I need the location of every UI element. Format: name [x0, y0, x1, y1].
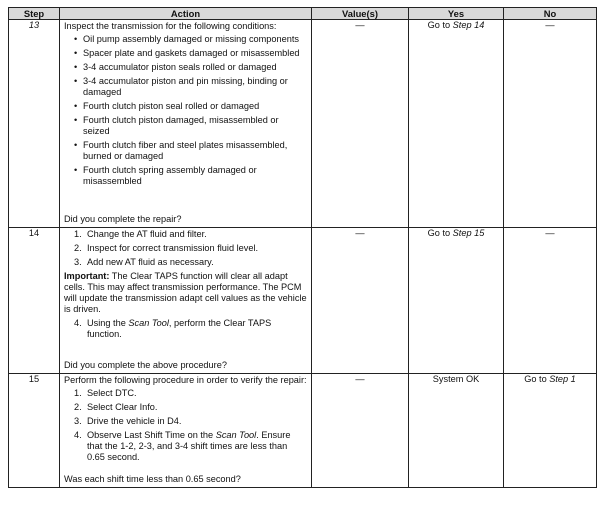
item-number: 3.	[74, 257, 82, 267]
item-text-post: , perform the Clear TAPS function.	[87, 318, 272, 339]
header-no: No	[504, 8, 597, 20]
list-item	[74, 416, 307, 427]
table-row	[9, 228, 597, 374]
important-label: Important:	[64, 271, 110, 281]
action-question: Did you complete the above procedure?	[64, 360, 227, 370]
yes-cell	[409, 228, 504, 374]
list-item	[74, 229, 307, 240]
procedure-list	[64, 229, 307, 268]
action-question: Was each shift time less than 0.65 second?	[64, 474, 241, 484]
header-action: Action	[60, 8, 312, 20]
item-text: Drive the vehicle in D4.	[87, 416, 182, 426]
step-link[interactable]: Step 1	[549, 374, 576, 384]
no-cell: —	[504, 228, 597, 374]
no-cell	[504, 374, 597, 488]
item-number: 2.	[74, 402, 82, 412]
no-cell: —	[504, 20, 597, 228]
yes-cell: System OK	[409, 374, 504, 488]
procedure-list	[64, 318, 307, 340]
list-item: • Oil pump assembly damaged or missing components	[74, 34, 307, 45]
yes-cell	[409, 20, 504, 228]
diagnostic-table	[8, 7, 597, 488]
list-item	[74, 430, 307, 463]
no-prefix: Go to	[524, 374, 550, 384]
item-text-pre: Observe Last Shift Time on the	[87, 430, 216, 440]
important-note	[64, 271, 307, 315]
header-step: Step	[9, 8, 60, 20]
action-cell	[60, 374, 312, 488]
list-item	[74, 388, 307, 399]
step-number: 15	[9, 374, 60, 488]
item-number: 1.	[74, 388, 82, 398]
step-link[interactable]: Step 14	[452, 20, 485, 30]
procedure-list	[64, 388, 307, 463]
yes-prefix: Go to	[427, 228, 453, 238]
list-item: • Fourth clutch spring assembly damaged or misassembled	[74, 165, 307, 187]
step-number: 13	[9, 20, 60, 228]
action-intro: Perform the following procedure in order to verify the repair:	[64, 375, 307, 385]
condition-list	[64, 34, 307, 187]
value-cell: —	[312, 374, 409, 488]
list-item: • 3-4 accumulator piston seals rolled or damaged	[74, 62, 307, 73]
yes-prefix: Go to	[427, 20, 453, 30]
table-row	[9, 374, 597, 488]
item-text-pre: Using the	[87, 318, 129, 328]
item-text: Select DTC.	[87, 388, 137, 398]
header-row	[9, 8, 597, 20]
list-item	[74, 318, 307, 340]
list-item: • Spacer plate and gaskets damaged or misassembled	[74, 48, 307, 59]
item-text: Inspect for correct transmission fluid level.	[87, 243, 259, 253]
list-item: • Fourth clutch fiber and steel plates misassembled, burned or damaged	[74, 140, 307, 162]
item-number: 4.	[74, 430, 82, 440]
item-text: Add new AT fluid as necessary.	[87, 257, 214, 267]
list-item	[74, 402, 307, 413]
value-cell: —	[312, 228, 409, 374]
header-values: Value(s)	[312, 8, 409, 20]
item-text: Select Clear Info.	[87, 402, 158, 412]
item-number: 3.	[74, 416, 82, 426]
step-number: 14	[9, 228, 60, 374]
scan-tool-text: Scan Tool	[215, 430, 257, 440]
item-text-post: . Ensure that the 1-2, 2-3, and 3-4 shift times are less than 0.65 second.	[87, 430, 291, 462]
important-text: The Clear TAPS function will clear all adapt cells. This may affect transmission performance. The PCM will update the transmission adapt cell values as the vehicle is driven.	[64, 271, 307, 314]
action-question: Did you complete the repair?	[64, 214, 182, 224]
item-number: 4.	[74, 318, 82, 328]
item-number: 2.	[74, 243, 82, 253]
scan-tool-text: Scan Tool	[128, 318, 169, 328]
table-row	[9, 20, 597, 228]
list-item: • Fourth clutch piston seal rolled or damaged	[74, 101, 307, 112]
step-link[interactable]: Step 15	[452, 228, 485, 238]
item-number: 1.	[74, 229, 82, 239]
header-yes: Yes	[409, 8, 504, 20]
action-cell	[60, 228, 312, 374]
list-item	[74, 243, 307, 254]
list-item: • Fourth clutch piston damaged, misassembled or seized	[74, 115, 307, 137]
action-cell	[60, 20, 312, 228]
action-intro: Inspect the transmission for the following conditions:	[64, 21, 277, 31]
list-item	[74, 257, 307, 268]
value-cell: —	[312, 20, 409, 228]
list-item: • 3-4 accumulator piston and pin missing, binding or damaged	[74, 76, 307, 98]
item-text: Change the AT fluid and filter.	[87, 229, 207, 239]
